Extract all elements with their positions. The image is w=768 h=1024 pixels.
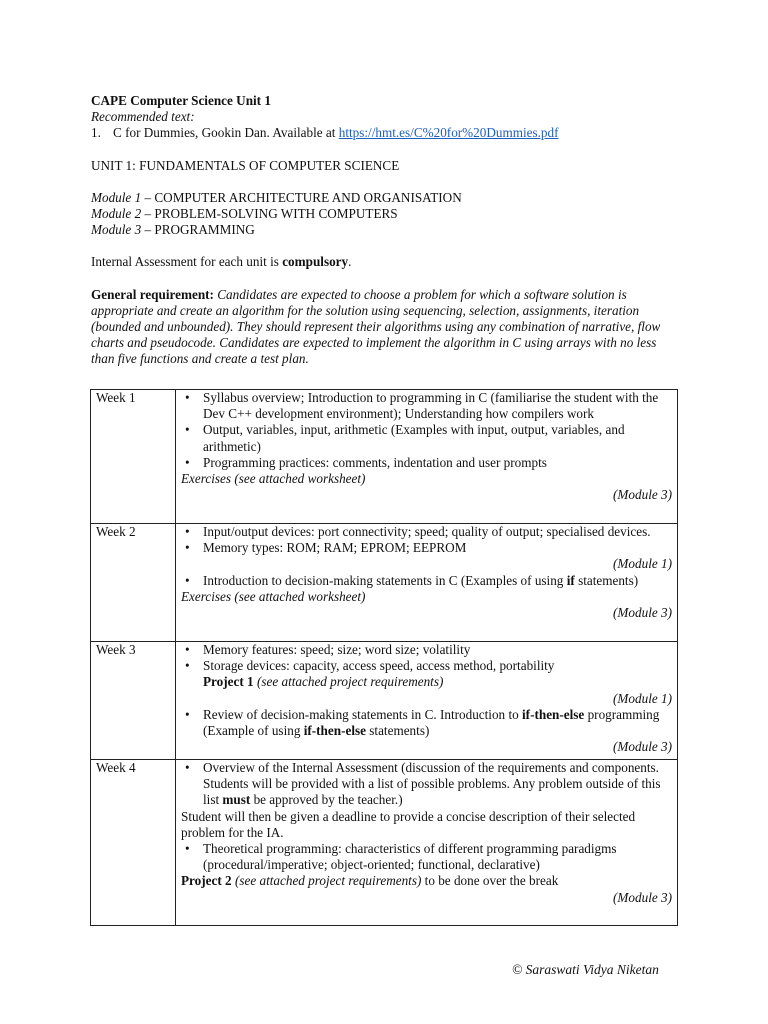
list-item: • Input/output devices: port connectivity; speed; quality of output; specialised devices.	[185, 524, 651, 539]
weekly-schedule-table	[90, 389, 678, 926]
table-row	[91, 642, 678, 760]
list-item: • Introduction to decision-making statements in C (Examples of using if statements)	[185, 572, 639, 588]
unit-title: UNIT 1: FUNDAMENTALS OF COMPUTER SCIENCE	[91, 157, 400, 173]
internal-assessment-line: Internal Assessment for each unit is compulsory.	[91, 254, 352, 270]
general-requirement: General requirement: Candidates are expected to choose a problem for which a software solution is appropriate and create an algorithm for the solution using sequencing, selection, assignments, iteration (bounded and unbounded). They should represent their algorithms using any combination of narrative, flow charts and pseudocode. Candidates are expected to implement the algorithm in C using arrays with no less than five functions and create a test plan.	[91, 286, 661, 367]
reference-number: 1.	[91, 125, 101, 141]
week-label: Week 4	[91, 760, 176, 926]
list-item: • Review of decision-making statements in C. Introduction to if-then-else programming (Example of using if-then-else statements)	[185, 706, 660, 739]
document-title: CAPE Computer Science Unit 1	[91, 93, 271, 108]
list-item: • Memory features: speed; size; word size; volatility	[185, 642, 471, 657]
reference-item	[91, 125, 681, 141]
module-1-line: Module 1 – COMPUTER ARCHITECTURE AND ORGANISATION	[91, 189, 462, 205]
week-content	[176, 760, 678, 926]
list-item: • Memory types: ROM; RAM; EPROM; EEPROM	[185, 540, 467, 556]
module-2-line: Module 2 – PROBLEM-SOLVING WITH COMPUTERS	[91, 206, 398, 222]
document-body	[91, 93, 681, 368]
week-content	[176, 524, 678, 642]
reference-link[interactable]: https://hmt.es/C%20for%20Dummies.pdf	[338, 125, 559, 141]
table-row	[91, 390, 678, 524]
week-label: Week 2	[91, 524, 176, 642]
module-tag: (Module 3)	[613, 889, 672, 905]
list-item: • Storage devices: capacity, access speed, access method, portability	[185, 658, 555, 674]
list-item: • Output, variables, input, arithmetic (Examples with input, output, variables, and arithmetic)	[185, 422, 625, 454]
module-tag: (Module 3)	[613, 739, 672, 755]
list-item: • Overview of the Internal Assessment (discussion of the requirements and components. Students will be provided with a list of possible problems. Any problem outside of this list must be approved by the teacher.)	[185, 760, 661, 808]
recommended-text-label: Recommended text:	[91, 109, 195, 125]
reference-text: C for Dummies, Gookin Dan. Available at https://hmt.es/C%20for%20Dummies.pdf	[113, 125, 559, 141]
project-line: Project 1 (see attached project requirements)	[203, 674, 444, 690]
table-row	[91, 760, 678, 926]
week-label: Week 3	[91, 642, 176, 760]
copyright-footer: © Saraswati Vidya Niketan	[512, 962, 659, 977]
project-line: Project 2 (see attached project requirements) to be done over the break	[181, 873, 559, 889]
week-content	[176, 390, 678, 524]
exercises-note: Exercises (see attached worksheet)	[181, 471, 366, 487]
exercises-note: Exercises (see attached worksheet)	[181, 588, 366, 604]
module-tag: (Module 3)	[613, 605, 672, 621]
module-tag: (Module 3)	[613, 487, 672, 503]
list-item: • Theoretical programming: characteristics of different programming paradigms (procedural/imperative; object-oriented; functional, declarative)	[185, 841, 617, 873]
module-tag: (Module 1)	[613, 690, 672, 706]
week-content	[176, 642, 678, 760]
module-3-line: Module 3 – PROGRAMMING	[91, 222, 255, 238]
module-tag: (Module 1)	[613, 556, 672, 572]
list-item: • Programming practices: comments, indentation and user prompts	[185, 454, 547, 470]
deadline-paragraph: Student will then be given a deadline to provide a concise description of their selected problem for the IA.	[181, 808, 636, 840]
table-row	[91, 524, 678, 642]
week-label: Week 1	[91, 390, 176, 524]
list-item: • Syllabus overview; Introduction to programming in C (familiarise the student with the Dev C++ development environment); Understanding how compilers work	[185, 390, 659, 422]
